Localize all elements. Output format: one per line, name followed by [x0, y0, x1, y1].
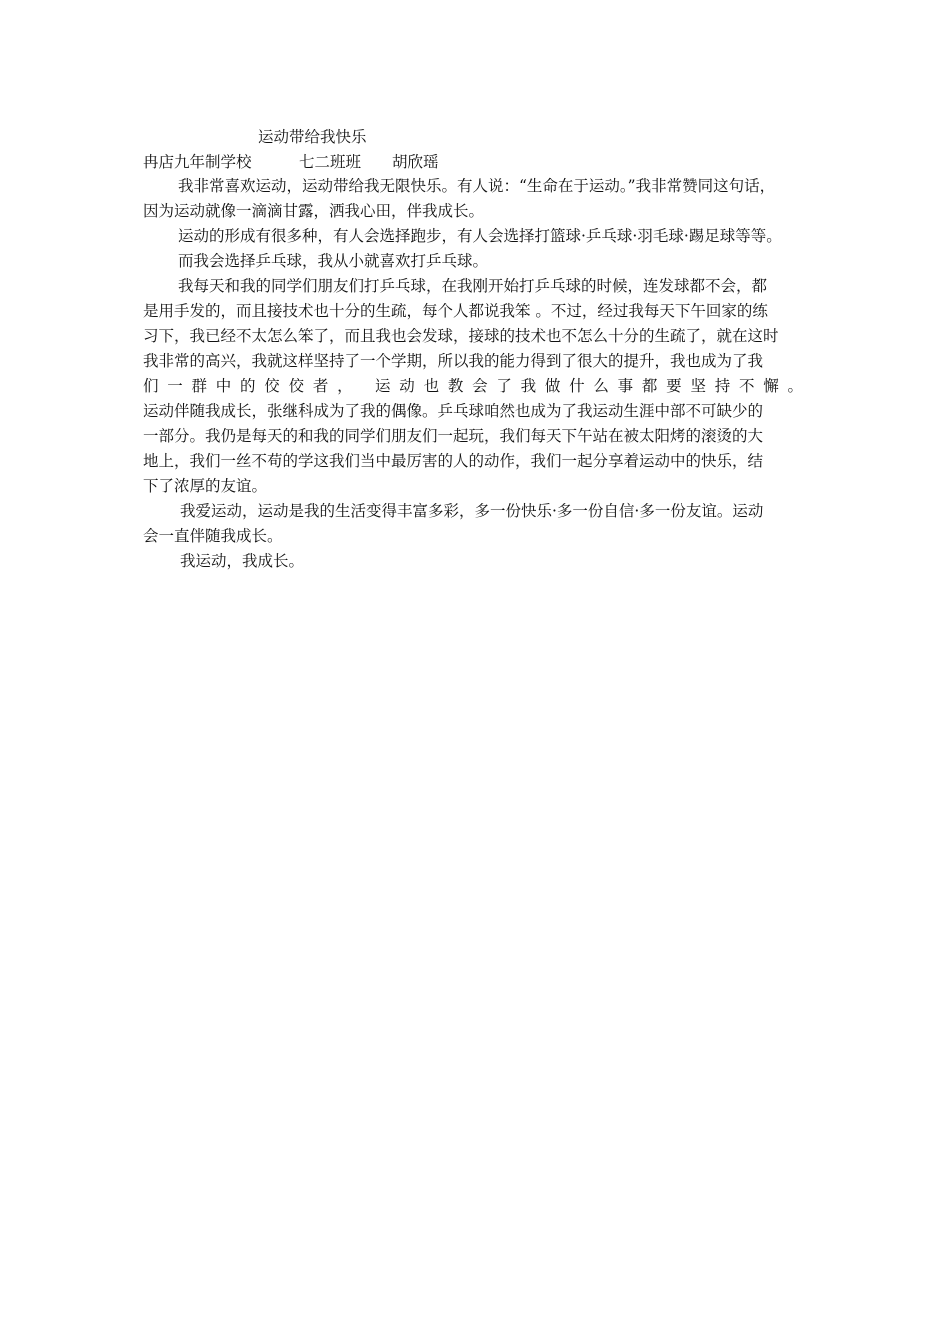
paragraph-line: 习下，我已经不太怎么笨了，而且我也会发球，接球的技术也不怎么十分的生疏了，就在这时 — [143, 327, 779, 345]
paragraph-line: 我非常的高兴，我就这样坚持了一个学期，所以我的能力得到了很大的提升，我也成为了我 — [143, 352, 764, 370]
paragraph-line: 下了浓厚的友谊。 — [143, 477, 268, 495]
paragraph-line: 我每天和我的同学们朋友们打乒乓球，在我刚开始打乒乓球的时候，连发球都不会，都 — [178, 277, 768, 295]
byline-author: 胡欣瑶 — [392, 153, 439, 171]
byline — [143, 150, 811, 174]
paragraph-line: 我非常喜欢运动，运动带给我无限快乐。有人说：“生命在于运动。”我非常赞同这句话， — [178, 177, 776, 195]
document-title: 运动带给我快乐 — [258, 128, 367, 146]
paragraph-line: 我爱运动，运动是我的生活变得丰富多彩，多一份快乐·多一份自信·多一份友谊。运动 — [180, 502, 764, 520]
byline-class: 七二班班 — [299, 153, 362, 171]
paragraph-line: 地上，我们一丝不苟的学这我们当中最厉害的人的动作，我们一起分享着运动中的快乐，结 — [143, 452, 764, 470]
paragraph-line: 运动的形成有很多种，有人会选择跑步，有人会选择打篮球·乒乓球·羽毛球·踢足球等等。 — [178, 227, 782, 245]
paragraph-line: 而我会选择乒乓球，我从小就喜欢打乒乓球。 — [178, 252, 489, 270]
paragraph-line: 因为运动就像一滴滴甘露，洒我心田，伴我成长。 — [143, 202, 485, 220]
paragraph-line: 们一群中的佼佼者， 运动也教会了我做什么事都要坚持不懈。 — [143, 377, 803, 395]
byline-school: 冉店九年制学校 — [143, 153, 252, 171]
paragraph-line: 运动伴随我成长，张继科成为了我的偶像。乒乓球咱然也成为了我运动生涯中部不可缺少的 — [143, 402, 764, 420]
paragraph-line: 会一直伴随我成长。 — [143, 527, 283, 545]
paragraph-line: 一部分。我仍是每天的和我的同学们朋友们一起玩，我们每天下午站在被太阳烤的滚烫的大 — [143, 427, 764, 445]
paragraph-line: 我运动，我成长。 — [180, 552, 305, 570]
paragraph-line: 是用手发的，而且接技术也十分的生疏，每个人都说我笨 。不过，经过我每天下午回家的练 — [143, 302, 768, 320]
